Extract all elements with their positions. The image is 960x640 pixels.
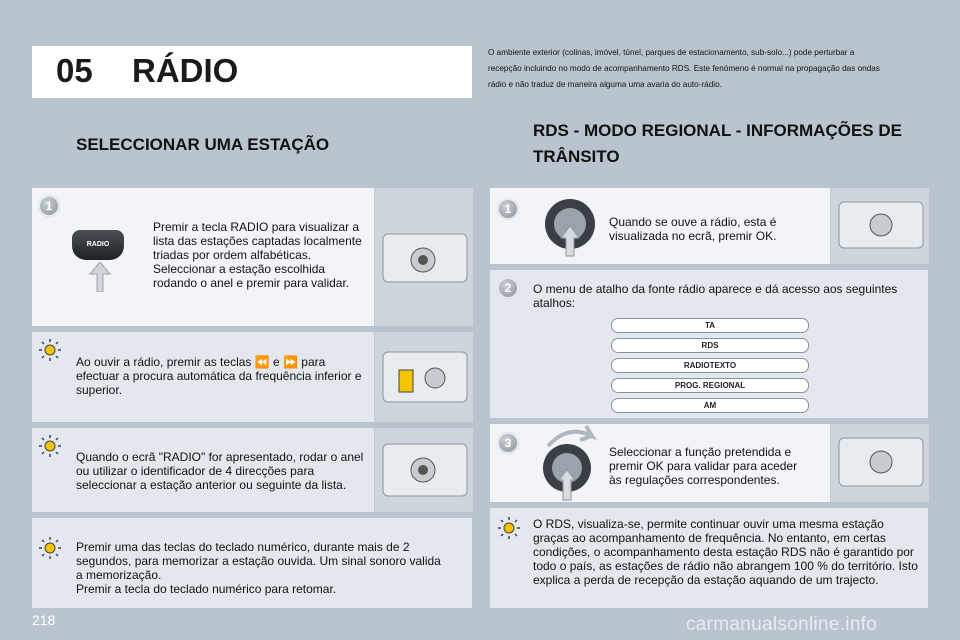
left-step1-text: Premir a tecla RADIO para visualizar a lista das estações captadas localmente triadas por ordem alfabéticas. Seleccionar a estação escolhida rodando o anel e premir para validar. [153, 220, 362, 290]
radio-unit-image-2 [374, 332, 473, 422]
radio-unit-image-5 [830, 424, 929, 502]
left-tip3-text: Premir uma das teclas do teclado numérico, durante mais de 2 segundos, para memorizar a estação ouvida. Um sinal sonoro valida a memorização. Premir a tecla do teclado numérico para retomar. [76, 540, 441, 596]
menu-item-ta[interactable]: TA [611, 318, 809, 333]
radio-unit-image-3 [374, 428, 473, 512]
header-band [32, 46, 472, 98]
menu-item-radiotexto[interactable]: RADIOTEXTO [611, 358, 809, 373]
menu-item-am[interactable]: AM [611, 398, 809, 413]
left-tip1-text: Ao ouvir a rádio, premir as teclas ⏪ e ⏩ para efectuar a procura automática da frequência inferior e superior. [76, 355, 362, 397]
menu-item-rds[interactable]: RDS [611, 338, 809, 353]
right-step3-text: Seleccionar a função pretendida e premir OK para validar para aceder às regulações correspondentes. [609, 445, 798, 487]
page-number: 218 [32, 612, 56, 628]
radio-unit-image-4 [830, 188, 929, 264]
sun-icon [38, 536, 62, 560]
section-number: 05 [56, 52, 93, 89]
knob-ok-icon [543, 196, 597, 258]
watermark: carmanualsonline.info [686, 614, 878, 635]
step2-badge: 2 [497, 277, 519, 299]
right-step2-text: O menu de atalho da fonte rádio aparece e dá acesso aos seguintes atalhos: [533, 282, 898, 310]
right-section-title: RDS - MODO REGIONAL - INFORMAÇÕES DE TRÂNSITO [533, 121, 902, 166]
step3-badge: 3 [497, 432, 519, 454]
section-title: RÁDIO [132, 52, 239, 89]
right-step1-text: Quando se ouve a rádio, esta é visualizada no ecrã, premir OK. [609, 215, 777, 243]
sun-icon [497, 516, 521, 540]
left-section-title: SELECCIONAR UMA ESTAÇÃO [76, 135, 330, 154]
menu-item-prog-regional[interactable]: PROG. REGIONAL [611, 378, 809, 393]
arrow-up-icon [88, 262, 112, 292]
step1-badge: 1 [38, 195, 60, 217]
radio-key-icon: RADIO [72, 230, 124, 260]
intro-text: O ambiente exterior (colinas, imóvel, túnel, parques de estacionamento, sub-solo...) pode perturbar a recepção incluindo no modo de acompanhamento RDS. Este fenómeno é normal na propagação das ondas rádio e não traduz de maneira alguma uma avaria do auto-rádio. [488, 48, 880, 89]
radio-unit-image-1 [374, 188, 473, 326]
step1-badge: 1 [497, 198, 519, 220]
left-tip2-text: Quando o ecrã "RADIO" for apresentado, rodar o anel ou utilizar o identificador de 4 direcções para seleccionar a estação anterior ou seguinte da lista. [76, 450, 364, 492]
knob-rotate-icon [540, 424, 600, 502]
sun-icon [38, 434, 62, 458]
right-tip-text: O RDS, visualiza-se, permite continuar ouvir uma mesma estação graças ao acompanhamento de frequência. No entanto, em certas condições, o acompanhamento desta estação RDS não é garantido por todo o país, as estações de rádio não abrangem 100 % do território. Isto explica a perda de recepção da estação aquando de um trajecto. [533, 517, 918, 587]
sun-icon [38, 338, 62, 362]
